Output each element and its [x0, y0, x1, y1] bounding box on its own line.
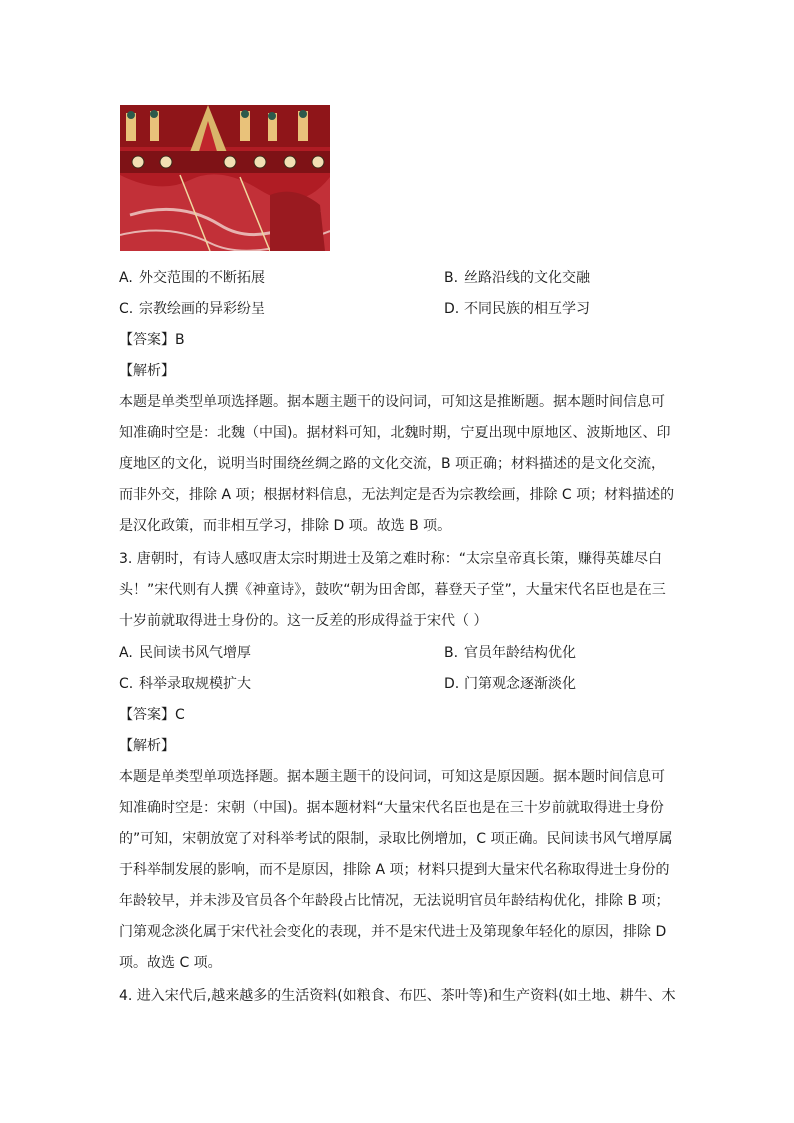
option-letter: C.	[119, 676, 134, 692]
q2-analysis-line: 是汉化政策，而非相互学习，排除 D 项。故选 B 项。	[119, 518, 452, 534]
q2-analysis-line: 本题是单类型单项选择题。据本题主题干的设问词，可知这是推断题。据本题时间信息可	[119, 394, 665, 410]
option-text: 门第观念逐渐淡化	[464, 676, 576, 692]
option-text: 不同民族的相互学习	[464, 301, 590, 317]
q2-analysis-line: 而非外交，排除 A 项；根据材料信息，无法判定是否为宗教绘画，排除 C 项；材料描述的	[119, 487, 675, 503]
q3-analysis-label: 【解析】	[119, 738, 175, 754]
option-letter: B.	[444, 645, 459, 661]
q3-stem-line: 头！”宋代则有人撰《神童诗》，鼓吹“朝为田舍郎，暮登天子堂”，大量宋代名臣也是在三	[119, 582, 666, 598]
option-text: 官员年龄结构优化	[464, 645, 576, 661]
q2-answer: 【答案】B	[119, 332, 185, 348]
q3-analysis-line: 于科举制发展的影响，而不是原因，排除 A 项；材料只提到大量宋代名称取得进士身份的	[119, 862, 670, 878]
option-letter: A.	[119, 270, 133, 286]
q3-option-d	[444, 674, 576, 694]
q2-analysis-line: 知准确时空是：北魏（中国)。据材料可知，北魏时期，宁夏出现中原地区、波斯地区、印	[119, 425, 671, 441]
q3-analysis-line: 知准确时空是：宋朝（中国)。据本题材料“大量宋代名臣也是在三十岁前就取得进士身份	[119, 800, 664, 816]
q4-stem-line: 4. 进入宋代后,越来越多的生活资料(如粮食、布匹、茶叶等)和生产资料(如土地、耕牛、木	[119, 988, 676, 1004]
q2-option-b	[444, 268, 590, 288]
q3-answer: 【答案】C	[119, 707, 185, 723]
option-text: 丝路沿线的文化交融	[464, 270, 590, 286]
q2-option-d	[444, 299, 590, 319]
q3-stem-line: 十岁前就取得进士身份的。这一反差的形成得益于宋代（ ）	[119, 613, 488, 629]
q2-option-a	[119, 268, 265, 288]
q3-option-c	[119, 674, 251, 694]
option-text: 外交范围的不断拓展	[139, 270, 265, 286]
option-letter: A.	[119, 645, 133, 661]
q3-analysis-line: 年龄较早，并未涉及官员各个年龄段占比情况，无法说明官员年龄结构优化，排除 B 项；	[119, 893, 670, 909]
option-text: 民间读书风气增厚	[139, 645, 251, 661]
q2-analysis-line: 度地区的文化，说明当时围绕丝绸之路的文化交流，B 项正确；材料描述的是文化交流，	[119, 456, 666, 472]
q3-option-b	[444, 643, 576, 663]
q3-analysis-line: 本题是单类型单项选择题。据本题主题干的设问词，可知这是原因题。据本题时间信息可	[119, 769, 665, 785]
option-letter: C.	[119, 301, 134, 317]
option-letter: D.	[444, 676, 460, 692]
q3-option-a	[119, 643, 251, 663]
option-text: 科举录取规模扩大	[139, 676, 251, 692]
q3-stem-line: 3. 唐朝时，有诗人感叹唐太宗时期进士及第之难时称：“太宗皇帝真长策，赚得英雄尽白	[119, 551, 663, 567]
q2-option-c	[119, 299, 265, 319]
q2-analysis-label: 【解析】	[119, 363, 175, 379]
option-letter: B.	[444, 270, 459, 286]
q3-analysis-line: 门第观念淡化属于宋代社会变化的表现，并不是宋代进士及第现象年轻化的原因，排除 D	[119, 924, 667, 940]
q3-analysis-line: 的”可知，宋朝放宽了对科举考试的限制，录取比例增加，C 项正确。民间读书风气增厚属	[119, 831, 673, 847]
option-text: 宗教绘画的异彩纷呈	[139, 301, 265, 317]
option-letter: D.	[444, 301, 460, 317]
q3-analysis-line: 项。故选 C 项。	[119, 955, 222, 971]
mural-image	[120, 105, 330, 251]
